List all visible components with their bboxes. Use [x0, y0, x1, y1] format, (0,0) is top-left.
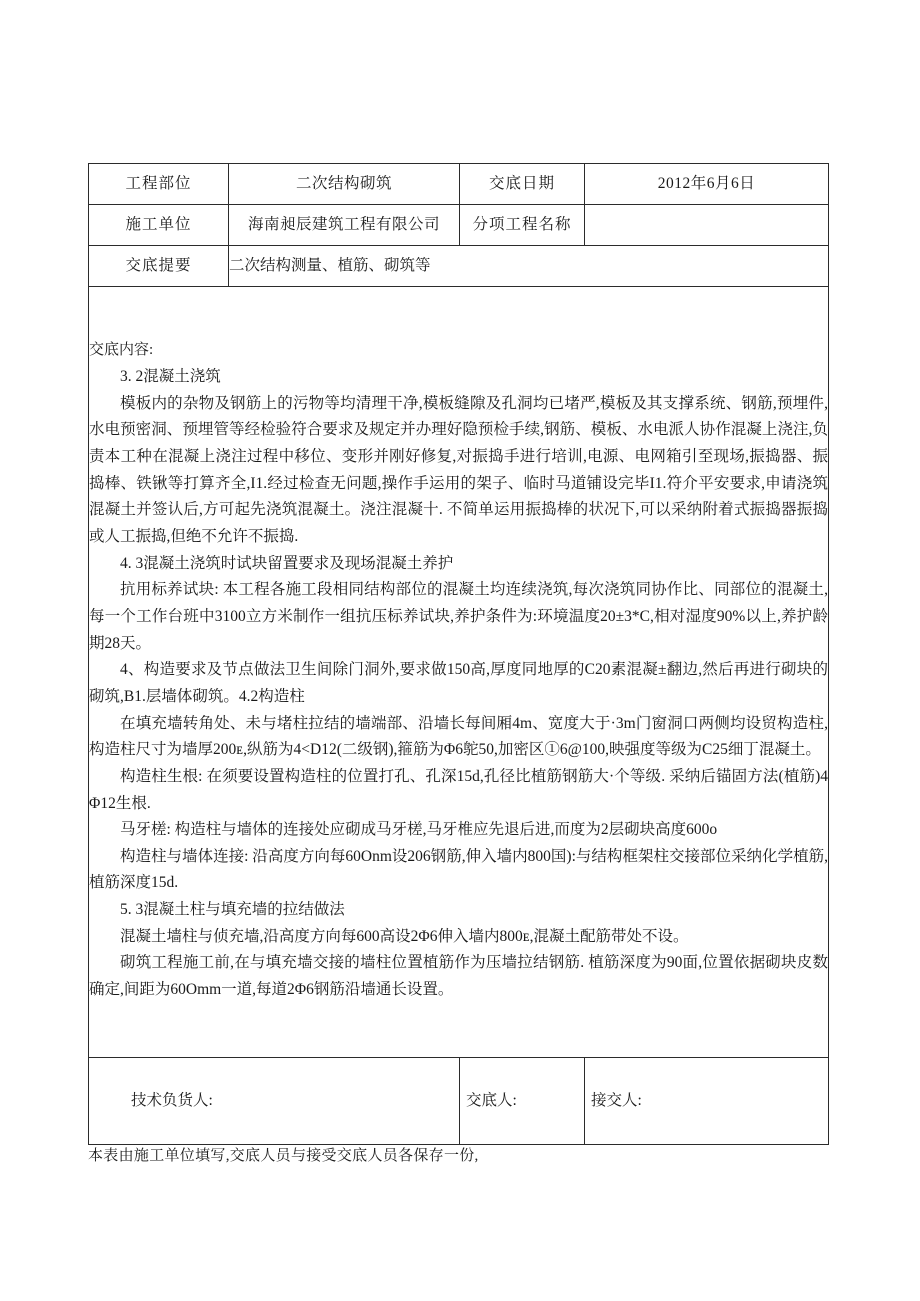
signature-receiver[interactable]: 接交人:	[585, 1058, 829, 1145]
value-subitem-project-name[interactable]	[585, 205, 829, 246]
content-paragraph: 3. 2混凝土浇筑	[120, 368, 221, 385]
content-paragraph: 4、构造要求及节点做法卫生间除门洞外,要求做150高,厚度同地厚的C20素混凝±翻边,然后再进行砌块的砌筑,B1.层墙体砌筑。4.2构造柱	[89, 661, 828, 705]
value-disclosure-date[interactable]: 2012年6月6日	[585, 164, 829, 205]
value-project-part[interactable]: 二次结构砌筑	[229, 164, 460, 205]
table-row-construction-unit	[89, 205, 829, 246]
label-subitem-project-name: 分项工程名称	[460, 205, 585, 246]
table-row-disclosure-summary	[89, 246, 829, 287]
label-disclosure-date: 交底日期	[460, 164, 585, 205]
table-row-content	[89, 287, 829, 1058]
technical-disclosure-table	[88, 163, 829, 1145]
content-paragraph: 在填充墙转角处、未与堵柱拉结的墙端部、沿墙长每间厢4m、宽度大于·3m门窗洞口两侧均设贸构造柱,构造柱尺寸为墙厚200ᴇ,纵筋为4<D12(二级钢),箍筋为Φ6鸵50,加密区①6@100,映强度等级为C25细丁混凝土。	[89, 714, 828, 759]
content-intro-label: 交底内容:	[89, 342, 154, 359]
content-paragraph: 砌筑工程施工前,在与填充墙交接的墙柱位置植筋作为压墙拉结钢筋. 植筋深度为90面,位置依据砌块皮数确定,间距为60Omm一道,每道2Φ6钢筋沿墙通长设置。	[89, 954, 828, 999]
disclosure-content-cell	[89, 287, 829, 1058]
content-paragraph: 构造柱生根: 在须要设置构造柱的位置打孔、孔深15d,孔径比植筋钢筋大·个等级. 采纳后锚固方法(植筋)4Φ12生根.	[89, 767, 828, 812]
footnote-text: 本表由施工单位填写,交底人员与接受交底人员各保存一份,	[88, 1148, 479, 1164]
signature-technical-lead[interactable]: 技术负货人:	[89, 1058, 460, 1145]
label-project-part: 工程部位	[89, 164, 229, 205]
content-paragraph: 4. 3混凝土浇筑时试块留置要求及现场混凝土养护	[120, 554, 454, 572]
value-construction-unit[interactable]: 海南昶辰建筑工程有限公司	[229, 205, 460, 246]
content-paragraph: 混凝土墙柱与侦充墙,沿高度方向每600高设2Φ6伸入墙内800ᴇ,混凝土配筋带处不设。	[120, 927, 689, 945]
table-row-signatures	[89, 1058, 829, 1145]
table-row-project-part	[89, 164, 829, 205]
content-paragraph: 5. 3混凝土柱与填充墙的拉结做法	[120, 901, 345, 919]
label-disclosure-summary: 交底提要	[89, 246, 229, 287]
signature-discloser[interactable]: 交底人:	[460, 1058, 585, 1145]
content-paragraph: 构造柱与墙体连接: 沿高度方向每60Onm设206钢筋,伸入墙内800国):与结构框架柱交接部位采纳化学植筋,植筋深度15d.	[89, 847, 828, 892]
content-paragraph: 抗用标养试块: 本工程各施工段相同结构部位的混凝土均连续浇筑,每次浇筑同协作比、同部位的混凝土,每一个工作台班中3100立方米制作一组抗压标养试块,养护条件为:环境温度20±3*C,相对湿度90%以上,养护龄期28天。	[89, 581, 828, 652]
label-construction-unit: 施工单位	[89, 205, 229, 246]
content-paragraph: 马牙槎: 构造柱与墙体的连接处应砌成马牙槎,马牙椎应先退后进,而度为2层砌块高度600o	[120, 821, 718, 839]
content-paragraph: 模板内的杂物及钢筋上的污物等均清理干净,模板缝隙及孔洞均已堵严,模板及其支撑系统、钢筋,预埋件,水电预密洞、预埋管等经检验符合要求及规定并办理好隐预检手续,钢筋、模板、水电派人协作混凝上浇注,负责本工种在混凝上浇注过程中移位、变形并刚好修复,对振捣手进行培训,电源、电网箱引至现场,振捣器、振捣棒、铁锹等打算齐全,I1.经过检查无问题,操作手运用的架子、临时马道铺设完毕I1.符介平安要求,申请浇筑混凝土并签认后,方可起先浇筑混凝土。浇注混凝十. 不简单运用振捣棒的状况下,可以采纳附着式振捣器振捣或人工振捣,但绝不允许不振捣.	[89, 394, 828, 545]
value-disclosure-summary[interactable]: 二次结构测量、植筋、砌筑等	[229, 246, 829, 287]
